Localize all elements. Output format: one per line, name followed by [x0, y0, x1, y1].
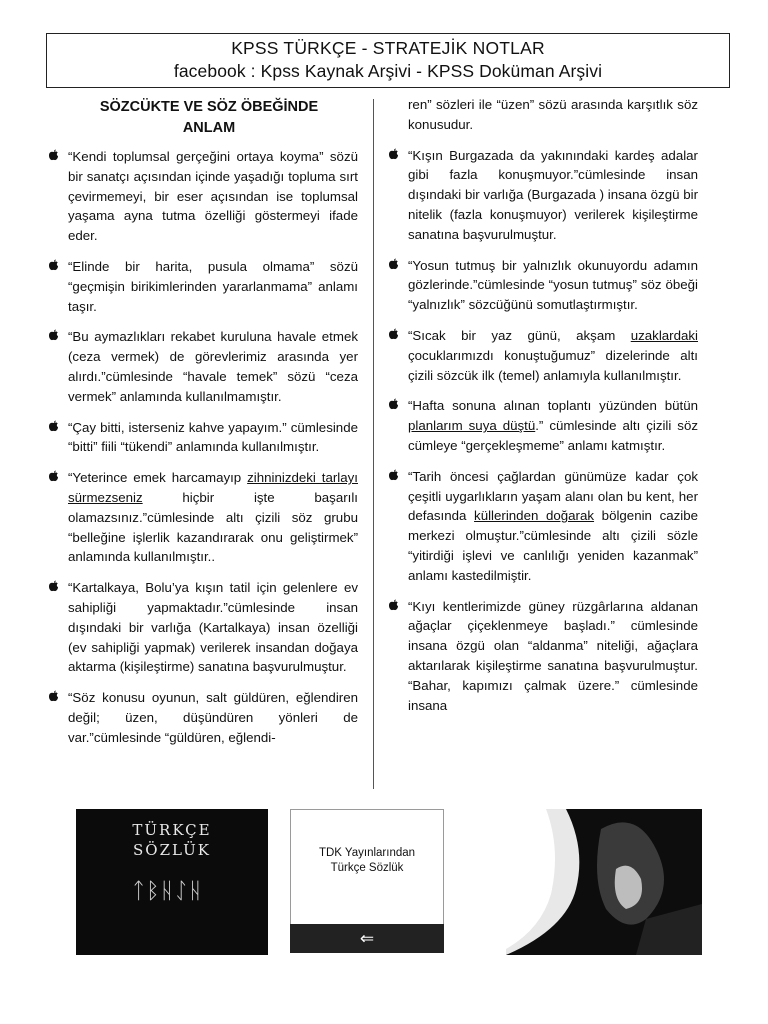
back-arrow-button[interactable]: ⇐ — [290, 924, 444, 953]
note-text — [68, 470, 358, 564]
underlined-phrase: planlarım suya düştü — [408, 418, 536, 434]
apple-bullet-icon — [388, 148, 399, 160]
apple-bullet-icon — [48, 149, 59, 161]
book-title-line2: SÖZLÜK — [133, 841, 211, 859]
underlined-phrase: zihninizdeki tarlayı sürmezseniz — [68, 470, 358, 505]
note-text-post: bölgenin cazibe merkezi olmuştur.”cümlesinde altı çizili sözle “yitirdiği işlevi ve canlılığı yeniden kazanmak” anlamı kastedilmiştir. — [408, 508, 699, 583]
note-text: “Elinde bir harita, pusula olmama” sözü “geçmişin birikimlerinden yararlanmama” anlamı taşır. — [68, 258, 358, 314]
note-text-pre: “Tarih öncesi çağlardan günümüze kadar çok çeşitli uygarlıkların yaşam alanı olan bu kent, her defasında — [408, 468, 698, 524]
page-header — [46, 33, 730, 88]
note-text — [408, 328, 698, 383]
continued-text: ren” sözleri ile “üzen” sözü arasında karşıtlık söz konusudur. — [408, 97, 698, 132]
note-item — [388, 146, 698, 245]
card-caption-line2: Türkçe Sözlük — [330, 862, 404, 874]
card-caption — [291, 846, 443, 876]
note-item — [48, 468, 358, 567]
apple-bullet-icon — [388, 258, 399, 270]
note-text-post: çocuklarımızdı konuştuğumuz” dizelerinde altı çizili sözcük ilk (temel) anlamıyla kullanılmıştır. — [408, 347, 698, 383]
note-text: “Kartalkaya, Bolu’ya kışın tatil için gelenlere ev sahipliği yapmaktadır.”cümlesinde insan dışındaki bir varlığa (Kartalkaya) insan özelliği (ev sahipliği yapmak) verilerek insandan doğaya aktarma (kişileştirme) sanatına başvurulmuştur. — [68, 580, 358, 675]
apple-bullet-icon — [388, 599, 399, 611]
section-title — [48, 97, 358, 139]
note-text: “Kendi toplumsal gerçeğini ortaya koyma” sözü bir sanatçı açısından içinde yaşadığı topluma sırt çevirmemeyi, bir eser açısından ise toplumsal yaşama ayna tutma özelliği göstermeyi ifade eder. — [68, 149, 358, 244]
note-text-pre: “Hafta sonuna alınan toplantı yüzünden bütün — [408, 398, 698, 414]
underlined-phrase: küllerinden doğarak — [474, 508, 595, 524]
apple-bullet-icon — [48, 259, 59, 271]
right-column — [388, 95, 698, 726]
left-item-list — [48, 147, 358, 748]
apple-bullet-icon — [48, 470, 59, 482]
note-item — [48, 688, 358, 747]
left-column — [48, 95, 358, 759]
photo-art — [506, 809, 702, 955]
note-text — [408, 469, 698, 583]
apple-bullet-icon — [48, 329, 59, 341]
dictionary-card[interactable] — [290, 809, 444, 953]
note-item — [48, 257, 358, 316]
note-text: “Söz konusu oyunun, salt güldüren, eğlendiren değil; üzen, düşündüren yönleri de var.”cümlesinde “güldüren, eğlendi- — [68, 690, 358, 745]
note-text: “Kışın Burgazada da yakınındaki kardeş adalar gibi fazla konuşmuyor.”cümlesinde insan dışındaki bir varlığa (Burgazada ) insana özgü bir nitelik (fazla konuşmuyor) verilerek kişileştirme sanatına başvurulmuştur. — [408, 147, 698, 242]
note-item — [388, 467, 698, 586]
header-subtitle: facebook : Kpss Kaynak Arşivi - KPSS Doküman Arşivi — [173, 61, 603, 81]
note-text-post: .” cümlesinde altı çizili söz cümleye “gerçekleşmeme” anlamı katmıştır. — [408, 418, 698, 453]
note-item — [48, 147, 358, 246]
note-item — [48, 327, 358, 406]
section-title-line2: ANLAM — [182, 120, 236, 136]
note-text: “Yosun tutmuş bir yalnızlık okunuyordu adamın gözlerinde.”cümlesinde “yosun tutmuş” söz öbeği “yalnızlık” sözcüğünü somutlaştırmıştır. — [408, 257, 698, 313]
apple-bullet-icon — [388, 469, 399, 481]
note-text-pre: “Sıcak bir yaz günü, akşam — [408, 327, 631, 343]
section-title-line1: SÖZCÜKTE VE SÖZ ÖBEĞİNDE — [99, 99, 319, 115]
note-item — [48, 578, 358, 677]
note-text: “Çay bitti, isterseniz kahve yapayım.” cümlesinde “bitti” fiili “tükendi” anlamında kullanılmıştır. — [68, 419, 358, 455]
note-text-post: hiçbir işte başarılı olamazsınız.”cümlesinde altı çizili söz grubu “belleğine işlerlik kazandırarak onu geliştirmek” anlamında kullanılmıştır.. — [68, 489, 358, 565]
note-item — [388, 396, 698, 455]
dark-photo-image[interactable] — [506, 809, 702, 955]
note-item — [388, 326, 698, 385]
dictionary-book-image[interactable] — [76, 809, 268, 955]
book-title-line1: TÜRKÇE — [132, 821, 212, 839]
note-item — [388, 256, 698, 315]
underlined-phrase: uzaklardaki — [630, 327, 698, 343]
apple-bullet-icon — [388, 328, 399, 340]
book-glyph: ᛏᛒᚺᛇᚺ — [132, 879, 204, 904]
note-item — [48, 418, 358, 458]
apple-bullet-icon — [48, 580, 59, 592]
note-text: “Bu aymazlıkları rekabet kuruluna havale etmek (ceza vermek) de görevlerimiz arasında yer alırdı.”cümlesinde “havale temek” sözü “ceza vermek” anlamında kullanılmamıştır. — [68, 329, 358, 404]
note-item — [388, 597, 698, 716]
right-item-list — [388, 146, 698, 716]
header-title: KPSS TÜRKÇE - STRATEJİK NOTLAR — [231, 38, 545, 58]
note-text — [408, 398, 698, 453]
column-divider — [373, 99, 374, 789]
apple-bullet-icon — [48, 420, 59, 432]
note-text-pre: “Yeterince emek harcamayıp — [68, 470, 248, 486]
note-text: “Kıyı kentlerimizde güney rüzgârlarına aldanan ağaçlar çiçeklenmeye başladı.” cümlesinde insana özgü olan “aldanma” niteliği, ağaçlara aktarılarak kişileştirme sanatına başvurulmuştur. “Bahar, kapımızı çalmak üzere.” cümlesinde insana — [408, 598, 698, 713]
apple-bullet-icon — [388, 398, 399, 410]
card-caption-line1: TDK Yayınlarından — [318, 847, 416, 859]
apple-bullet-icon — [48, 690, 59, 702]
